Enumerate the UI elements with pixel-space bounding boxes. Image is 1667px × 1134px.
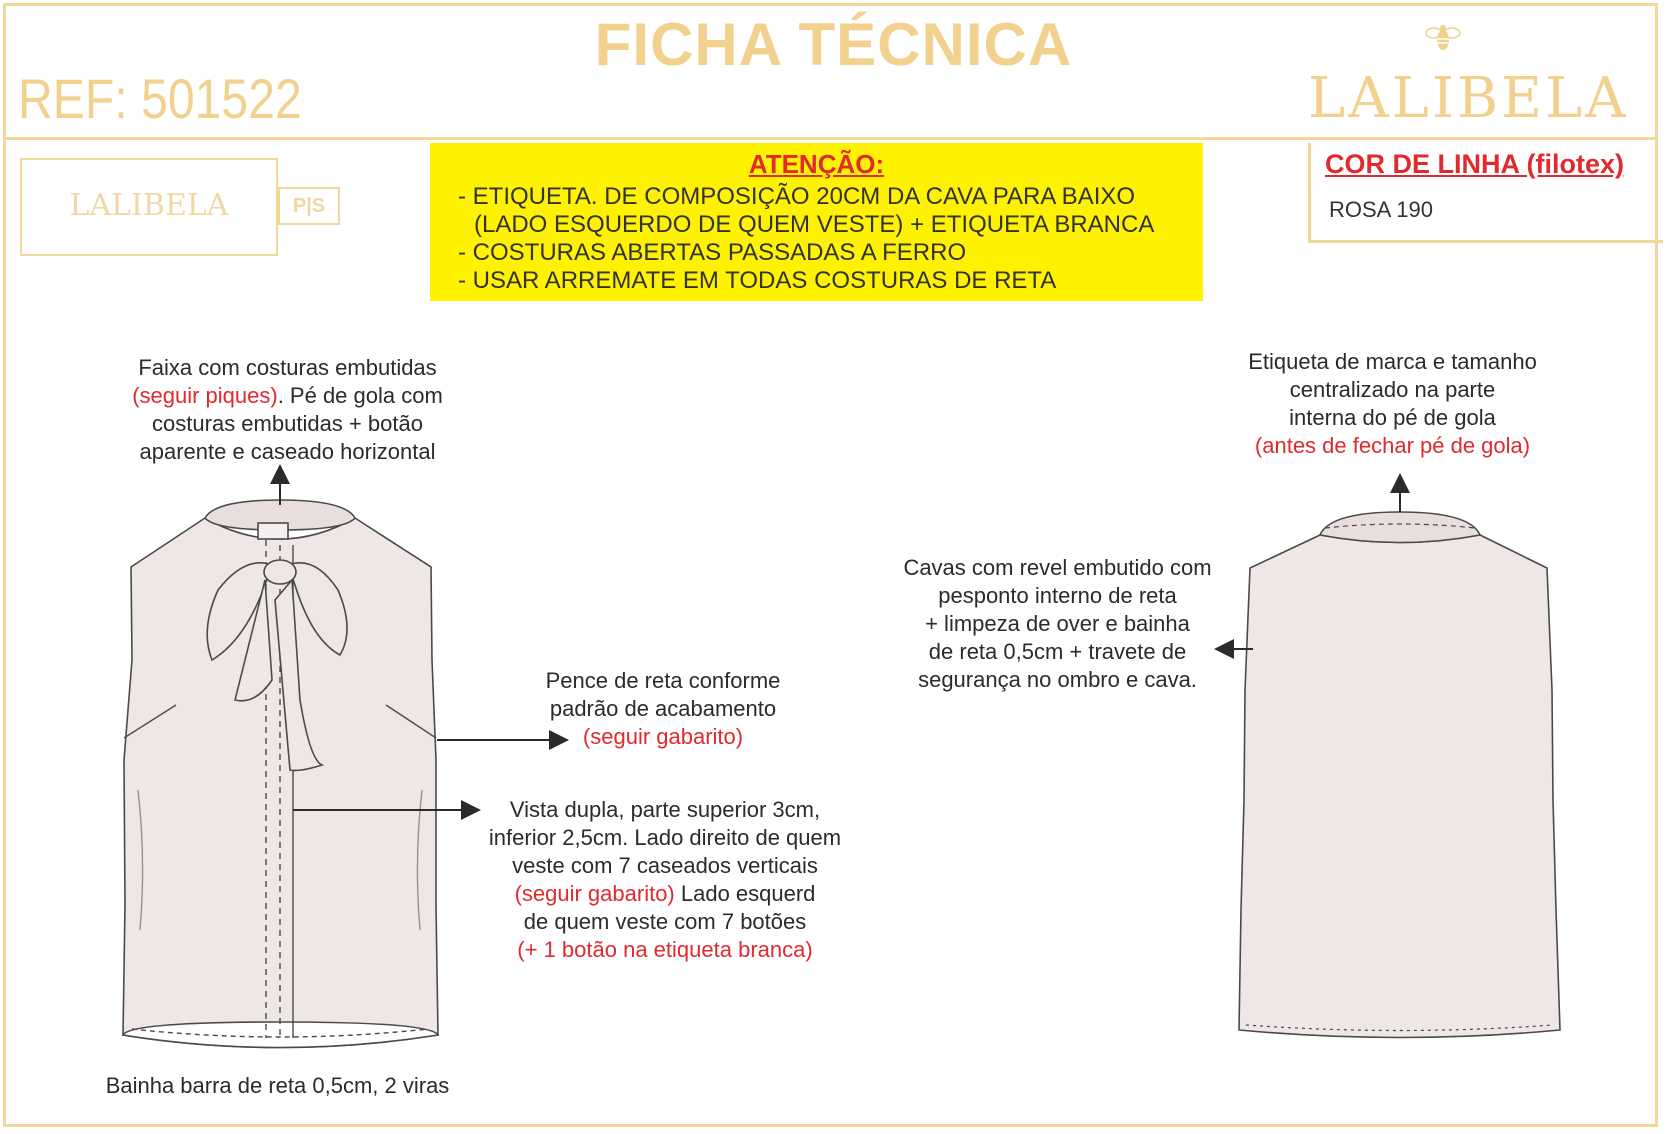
back-label-note-line: interna do pé de gola	[1289, 405, 1496, 430]
dart-note	[513, 667, 813, 751]
armhole-note-line: de reta 0,5cm + travete de	[928, 639, 1187, 664]
label-brand: LALIBELA	[69, 188, 229, 223]
thread-color-title: COR DE LINHA (filotex)	[1325, 149, 1624, 179]
brand-logo: LALIBELA	[1308, 66, 1629, 131]
placket-note-line: Vista dupla, parte superior 3cm,	[509, 797, 821, 822]
placket-note-line: inferior 2,5cm. Lado direito de quem	[488, 825, 842, 850]
collar-note-red: (seguir piques)	[132, 383, 278, 408]
back-label-note-line: Etiqueta de marca e tamanho	[1248, 349, 1537, 374]
thread-color-value: ROSA 190	[1329, 197, 1433, 222]
armhole-note-line: pesponto interno de reta	[938, 583, 1177, 608]
placket-note-line: veste com 7 caseados verticais	[512, 853, 818, 878]
attention-line: (LADO ESQUERDO DE QUEM VESTE) + ETIQUETA BRANCA	[474, 211, 1155, 238]
placket-note-red: (seguir gabarito)	[514, 881, 675, 906]
collar-note	[110, 354, 465, 466]
placket-note-line: Lado esquerd	[674, 881, 816, 906]
size-label: P|S	[278, 187, 340, 225]
collar-note-line: costuras embutidas + botão	[152, 411, 423, 436]
dart-note-line: padrão de acabamento	[549, 696, 777, 721]
placket-note-line: de quem veste com 7 botões	[523, 909, 807, 934]
reference-code: REF: 501522	[18, 67, 302, 130]
attention-title: ATENÇÃO:	[748, 149, 885, 179]
dart-note-red: (seguir gabarito)	[582, 724, 744, 749]
back-label-note-red: (antes de fechar pé de gola)	[1254, 433, 1531, 458]
attention-line: - ETIQUETA. DE COMPOSIÇÃO 20CM DA CAVA PARA BAIXO	[458, 183, 1136, 210]
back-garment-drawing	[1239, 512, 1560, 1038]
dart-note-line: Pence de reta conforme	[545, 668, 781, 693]
collar-note-line: . Pé de gola com	[277, 383, 443, 408]
back-label-note	[1220, 348, 1565, 460]
collar-note-line: aparente e caseado horizontal	[139, 439, 436, 464]
armhole-note-line: segurança no ombro e cava.	[918, 667, 1197, 692]
armhole-note	[880, 554, 1235, 694]
attention-line: - USAR ARREMATE EM TODAS COSTURAS DE RETA	[458, 267, 1057, 294]
placket-note	[460, 796, 870, 964]
collar-note-line: Faixa com costuras embutidas	[138, 355, 437, 380]
placket-note-red: (+ 1 botão na etiqueta branca)	[517, 937, 813, 962]
armhole-note-line: + limpeza de over e bainha	[925, 611, 1190, 636]
armhole-note-line: Cavas com revel embutido com	[903, 555, 1212, 580]
back-label-note-line: centralizado na parte	[1289, 377, 1496, 402]
attention-line: - COSTURAS ABERTAS PASSADAS A FERRO	[458, 239, 967, 266]
page-title: FICHA TÉCNICA	[594, 11, 1073, 78]
hem-note: Bainha barra de reta 0,5cm, 2 viras	[105, 1073, 450, 1098]
